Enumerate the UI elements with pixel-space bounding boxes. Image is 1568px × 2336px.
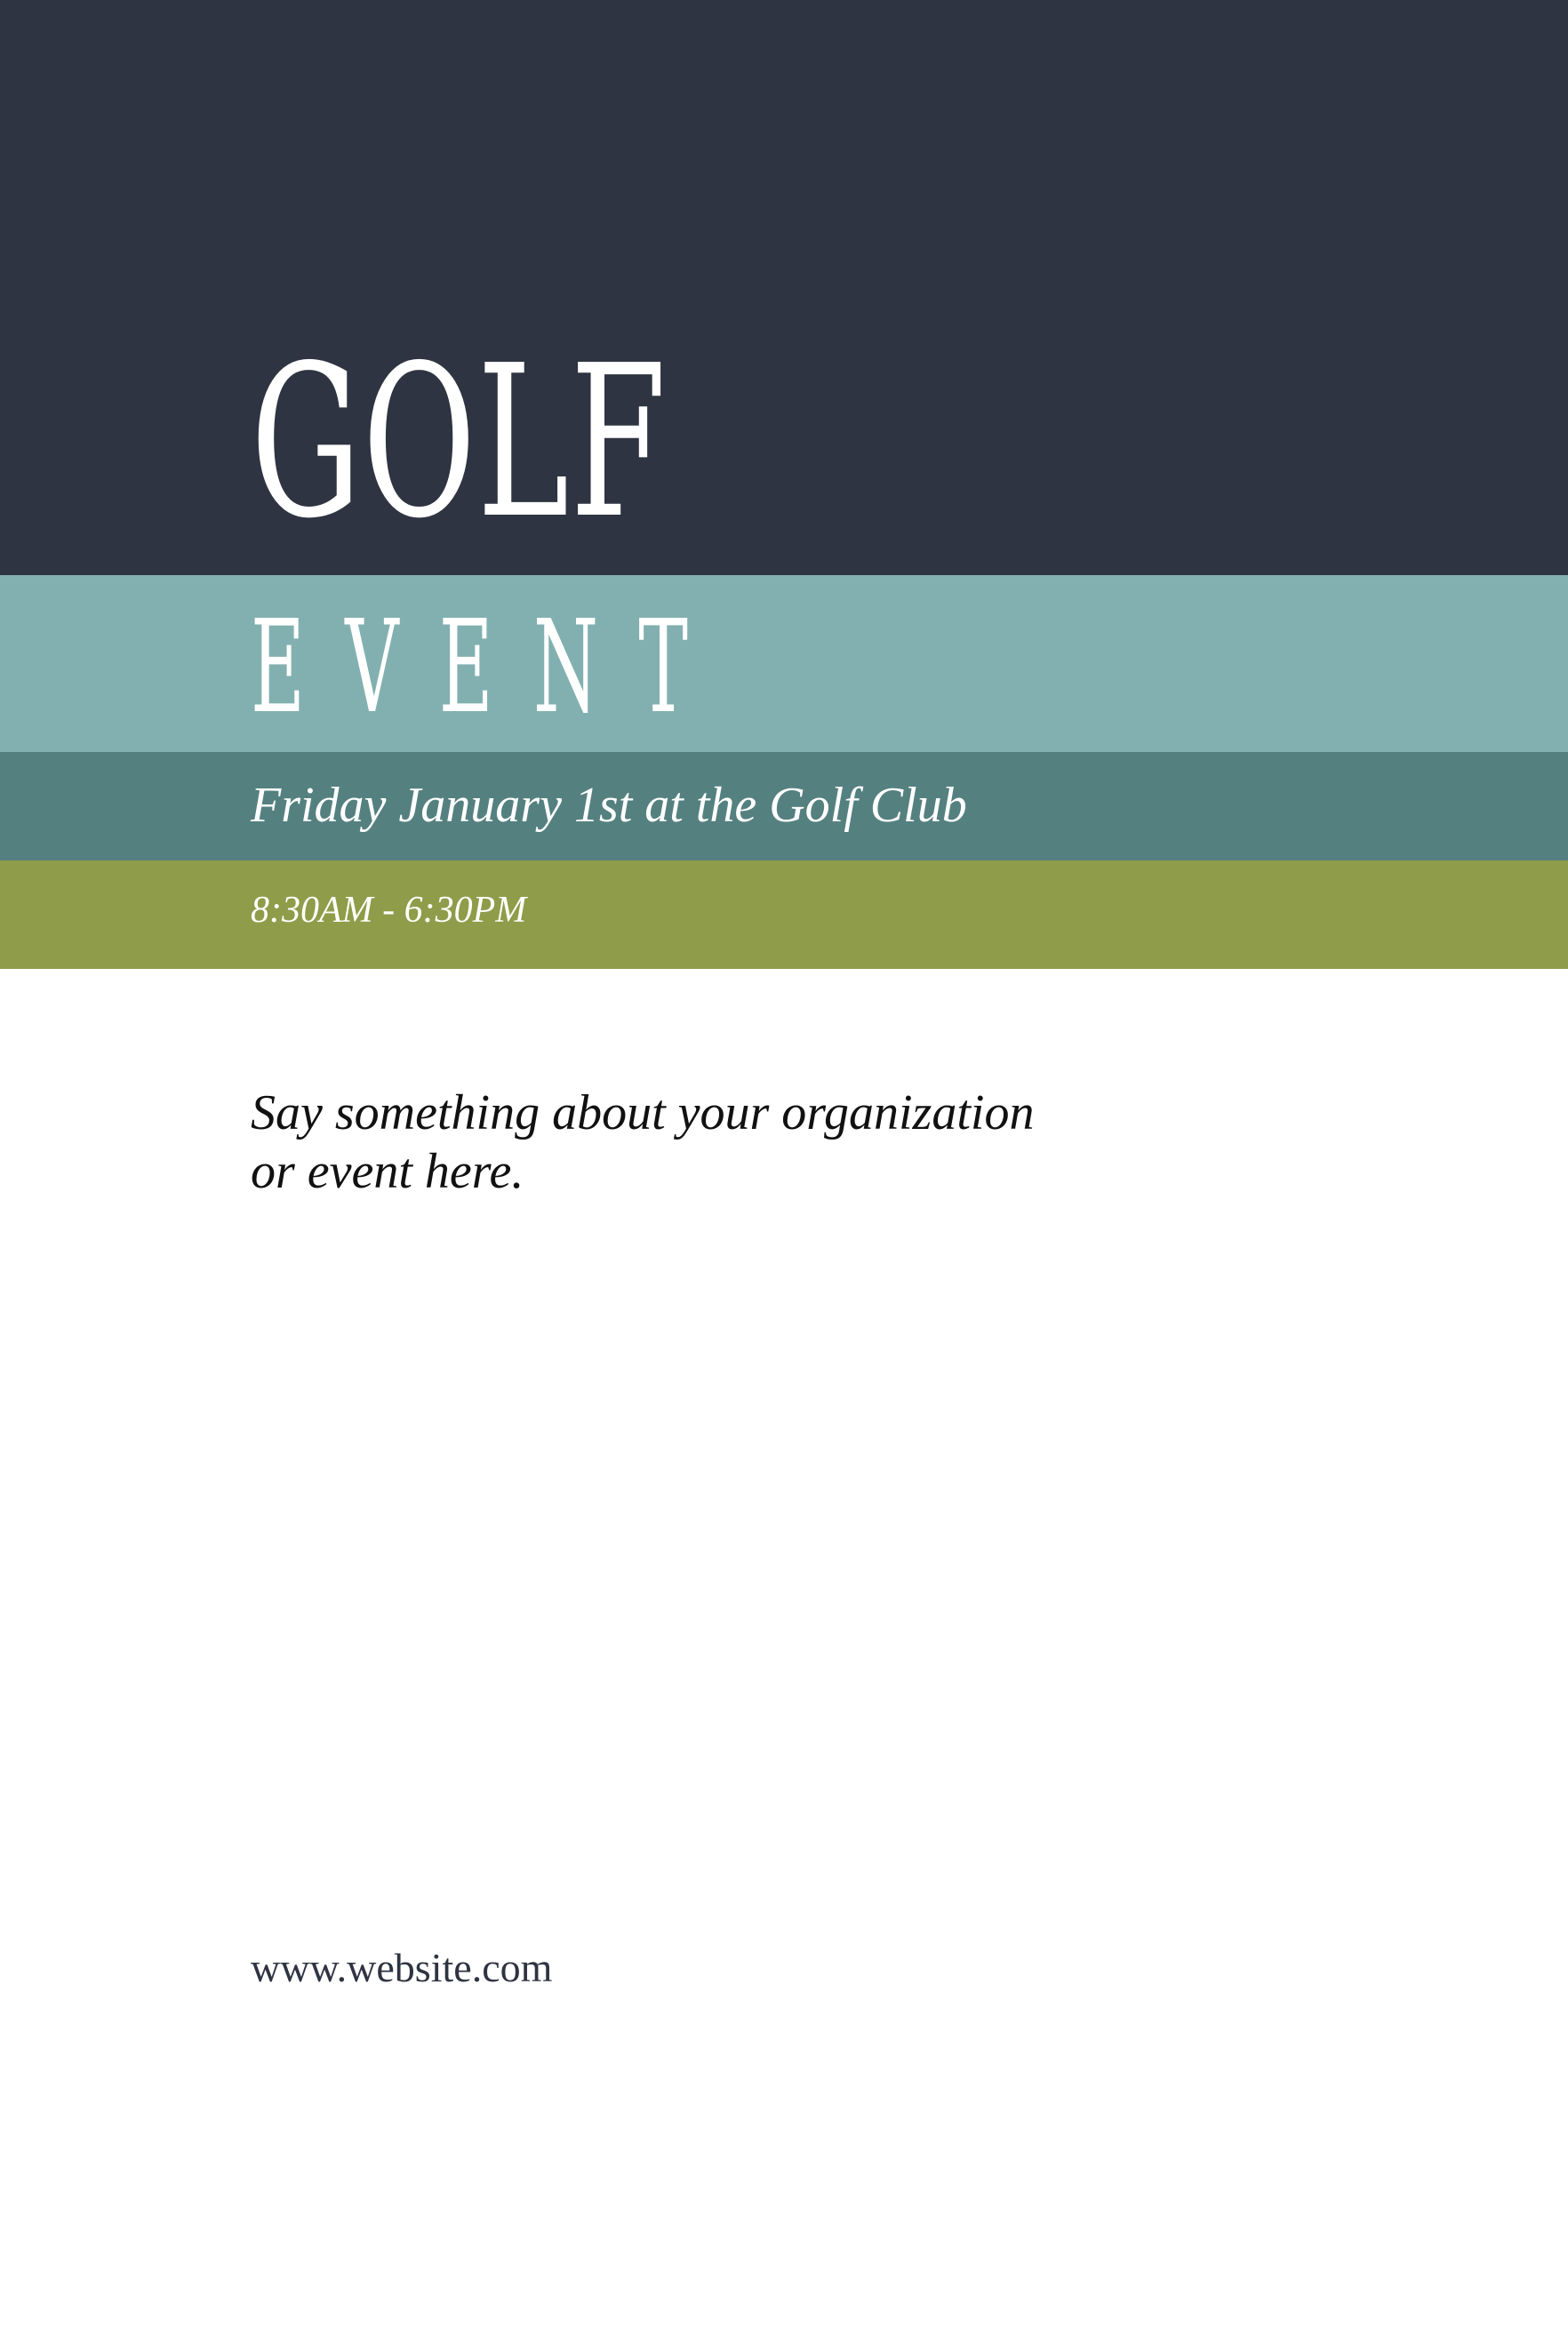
website-url: www.website.com	[251, 1945, 553, 1990]
description-line-1: Say something about your organization	[251, 1085, 1035, 1140]
subtitle-band-teal	[0, 575, 1568, 752]
poster-title: GOLF	[251, 320, 668, 564]
time-band-olive	[0, 860, 1568, 969]
event-time: 8:30AM - 6:30PM	[251, 890, 527, 931]
event-date: Friday January 1st at the Golf Club	[251, 778, 967, 833]
event-description	[251, 1084, 1140, 1201]
poster-subtitle: EVENT	[251, 592, 729, 741]
header-band-dark	[0, 0, 1568, 575]
description-line-2: or event here.	[251, 1144, 524, 1199]
